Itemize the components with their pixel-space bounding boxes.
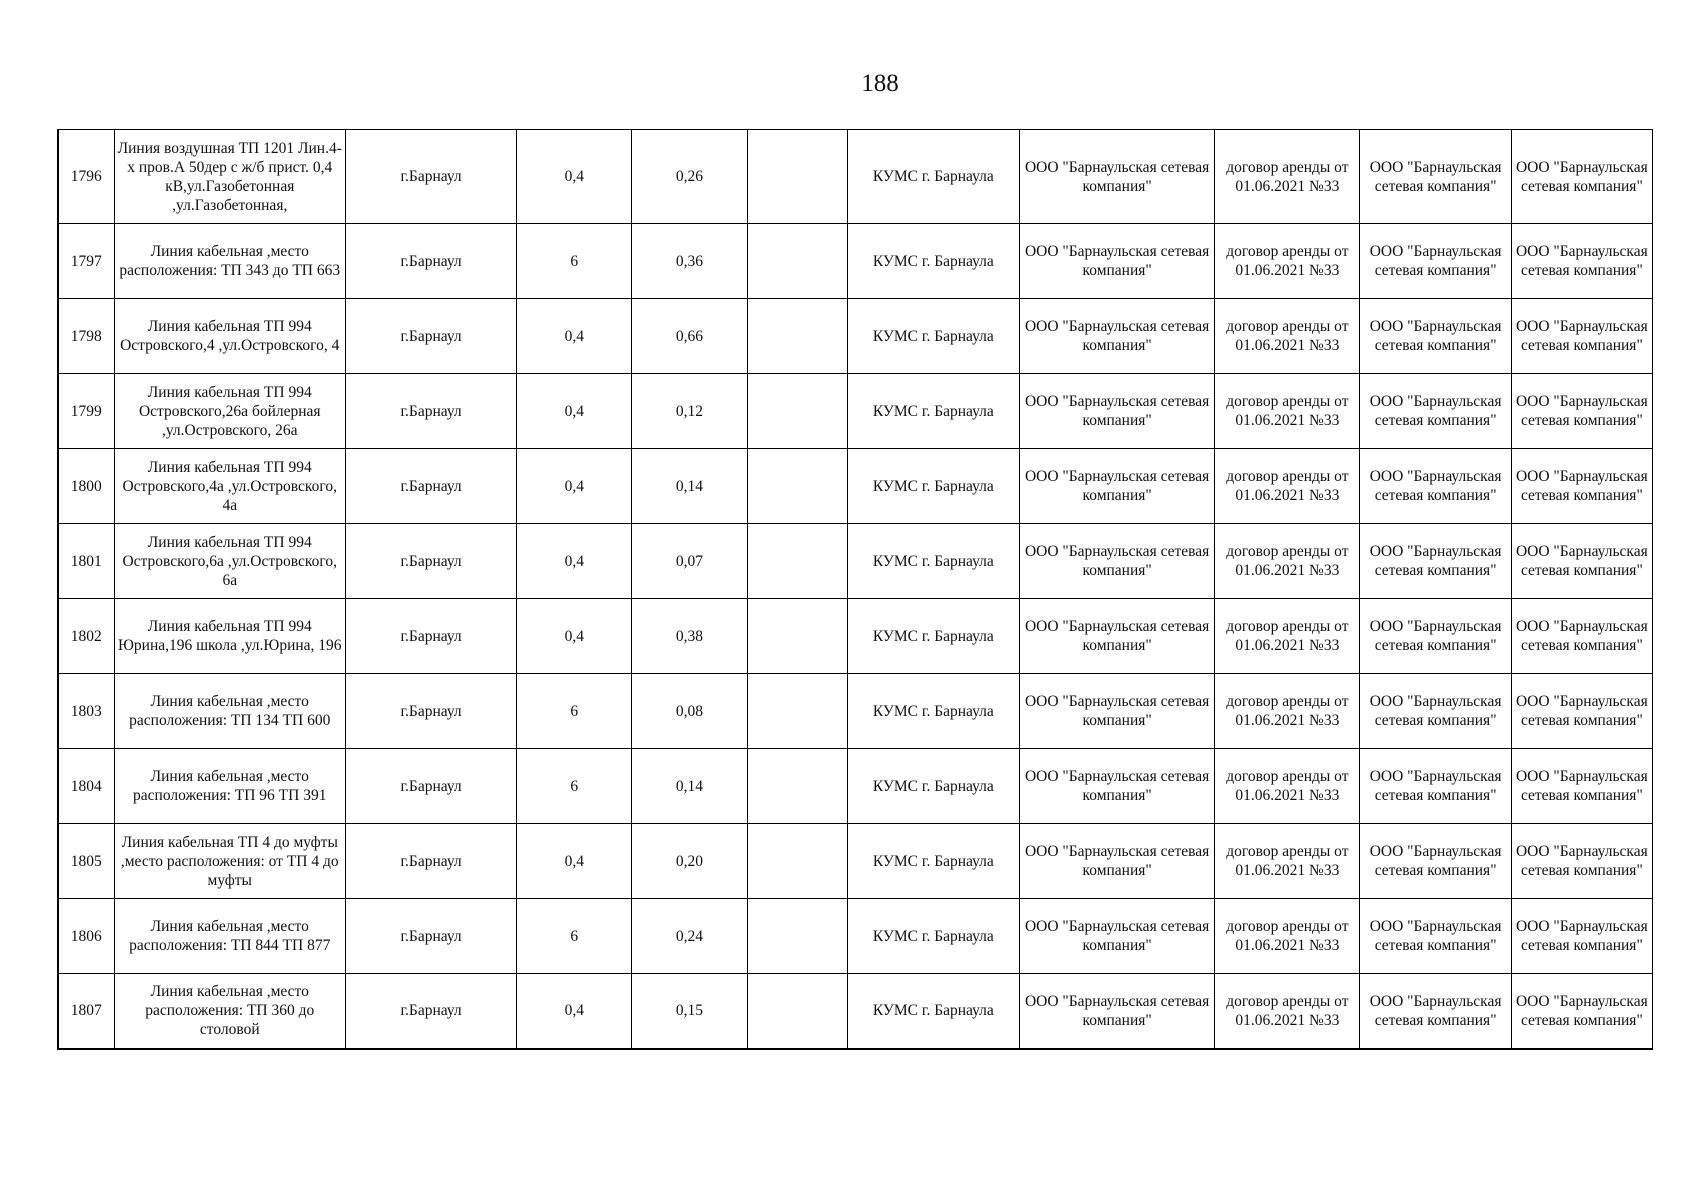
cell-city: г.Барнаул <box>345 224 516 299</box>
cell-operator: ООО "Барнаульская сетевая компания" <box>1360 974 1511 1049</box>
cell-contract: договор аренды от 01.06.2021 №33 <box>1215 974 1360 1049</box>
cell-name: Линия кабельная ТП 994 Островского,6а ,ул.Островского, 6а <box>114 524 345 599</box>
cell-name: Линия кабельная ,место расположения: ТП 134 ТП 600 <box>114 674 345 749</box>
table-row <box>58 449 1653 524</box>
cell-extra <box>747 224 847 299</box>
cell-contract: договор аренды от 01.06.2021 №33 <box>1215 599 1360 674</box>
table-row <box>58 224 1653 299</box>
cell-contract: договор аренды от 01.06.2021 №33 <box>1215 299 1360 374</box>
cell-name: Линия кабельная ТП 4 до муфты ,место расположения: от ТП 4 до муфты <box>114 824 345 899</box>
cell-org: ООО "Барнаульская сетевая компания" <box>1511 299 1652 374</box>
cell-city: г.Барнаул <box>345 449 516 524</box>
cell-extra <box>747 299 847 374</box>
page-number: 188 <box>861 70 899 97</box>
cell-contract: договор аренды от 01.06.2021 №33 <box>1215 674 1360 749</box>
cell-number: 1801 <box>58 524 114 599</box>
cell-contract: договор аренды от 01.06.2021 №33 <box>1215 899 1360 974</box>
cell-org: ООО "Барнаульская сетевая компания" <box>1511 524 1652 599</box>
cell-owner: КУМС г. Барнаула <box>847 899 1019 974</box>
cell-extra <box>747 449 847 524</box>
cell-voltage: 6 <box>517 224 632 299</box>
registry-table-body <box>58 130 1653 1049</box>
cell-operator: ООО "Барнаульская сетевая компания" <box>1360 299 1511 374</box>
cell-city: г.Барнаул <box>345 299 516 374</box>
cell-length: 0,36 <box>632 224 747 299</box>
table-row <box>58 674 1653 749</box>
cell-city: г.Барнаул <box>345 524 516 599</box>
cell-city: г.Барнаул <box>345 749 516 824</box>
cell-owner: КУМС г. Барнаула <box>847 374 1019 449</box>
cell-length: 0,15 <box>632 974 747 1049</box>
cell-owner: КУМС г. Барнаула <box>847 974 1019 1049</box>
cell-contract: договор аренды от 01.06.2021 №33 <box>1215 130 1360 224</box>
cell-owner: КУМС г. Барнаула <box>847 599 1019 674</box>
cell-city: г.Барнаул <box>345 824 516 899</box>
cell-owner: КУМС г. Барнаула <box>847 674 1019 749</box>
cell-city: г.Барнаул <box>345 130 516 224</box>
table-row <box>58 299 1653 374</box>
cell-voltage: 0,4 <box>517 299 632 374</box>
cell-number: 1797 <box>58 224 114 299</box>
cell-org: ООО "Барнаульская сетевая компания" <box>1511 974 1652 1049</box>
cell-owner: КУМС г. Барнаула <box>847 824 1019 899</box>
cell-operator: ООО "Барнаульская сетевая компания" <box>1360 824 1511 899</box>
cell-number: 1802 <box>58 599 114 674</box>
cell-voltage: 0,4 <box>517 130 632 224</box>
cell-name: Линия кабельная ТП 994 Островского,4 ,ул.Островского, 4 <box>114 299 345 374</box>
cell-operator: ООО "Барнаульская сетевая компания" <box>1360 524 1511 599</box>
table-row <box>58 899 1653 974</box>
cell-voltage: 6 <box>517 899 632 974</box>
cell-owner: КУМС г. Барнаула <box>847 524 1019 599</box>
table-row <box>58 374 1653 449</box>
table-row <box>58 824 1653 899</box>
cell-length: 0,26 <box>632 130 747 224</box>
cell-number: 1803 <box>58 674 114 749</box>
cell-voltage: 0,4 <box>517 524 632 599</box>
cell-voltage: 6 <box>517 749 632 824</box>
cell-length: 0,38 <box>632 599 747 674</box>
cell-name: Линия кабельная ,место расположения: ТП 343 до ТП 663 <box>114 224 345 299</box>
cell-contract: договор аренды от 01.06.2021 №33 <box>1215 524 1360 599</box>
cell-holder: ООО "Барнаульская сетевая компания" <box>1019 130 1214 224</box>
cell-holder: ООО "Барнаульская сетевая компания" <box>1019 749 1214 824</box>
cell-number: 1799 <box>58 374 114 449</box>
cell-length: 0,24 <box>632 899 747 974</box>
cell-contract: договор аренды от 01.06.2021 №33 <box>1215 449 1360 524</box>
table-row <box>58 599 1653 674</box>
cell-voltage: 6 <box>517 674 632 749</box>
cell-org: ООО "Барнаульская сетевая компания" <box>1511 899 1652 974</box>
cell-holder: ООО "Барнаульская сетевая компания" <box>1019 974 1214 1049</box>
cell-holder: ООО "Барнаульская сетевая компания" <box>1019 824 1214 899</box>
cell-city: г.Барнаул <box>345 374 516 449</box>
cell-name: Линия кабельная ТП 994 Юрина,196 школа ,ул.Юрина, 196 <box>114 599 345 674</box>
cell-owner: КУМС г. Барнаула <box>847 299 1019 374</box>
cell-org: ООО "Барнаульская сетевая компания" <box>1511 130 1652 224</box>
cell-holder: ООО "Барнаульская сетевая компания" <box>1019 674 1214 749</box>
cell-org: ООО "Барнаульская сетевая компания" <box>1511 749 1652 824</box>
cell-name: Линия кабельная ТП 994 Островского,4а ,ул.Островского, 4а <box>114 449 345 524</box>
cell-owner: КУМС г. Барнаула <box>847 130 1019 224</box>
cell-name: Линия кабельная ,место расположения: ТП 96 ТП 391 <box>114 749 345 824</box>
cell-number: 1807 <box>58 974 114 1049</box>
cell-extra <box>747 824 847 899</box>
cell-length: 0,14 <box>632 749 747 824</box>
cell-length: 0,66 <box>632 299 747 374</box>
cell-extra <box>747 374 847 449</box>
cell-owner: КУМС г. Барнаула <box>847 224 1019 299</box>
cell-name: Линия кабельная ,место расположения: ТП 844 ТП 877 <box>114 899 345 974</box>
table-row <box>58 524 1653 599</box>
cell-org: ООО "Барнаульская сетевая компания" <box>1511 599 1652 674</box>
cell-org: ООО "Барнаульская сетевая компания" <box>1511 449 1652 524</box>
cell-holder: ООО "Барнаульская сетевая компания" <box>1019 374 1214 449</box>
cell-holder: ООО "Барнаульская сетевая компания" <box>1019 599 1214 674</box>
cell-city: г.Барнаул <box>345 674 516 749</box>
cell-holder: ООО "Барнаульская сетевая компания" <box>1019 449 1214 524</box>
cell-name: Линия кабельная ТП 994 Островского,26а бойлерная ,ул.Островского, 26а <box>114 374 345 449</box>
cell-holder: ООО "Барнаульская сетевая компания" <box>1019 524 1214 599</box>
cell-city: г.Барнаул <box>345 974 516 1049</box>
cell-extra <box>747 974 847 1049</box>
cell-extra <box>747 524 847 599</box>
cell-voltage: 0,4 <box>517 599 632 674</box>
cell-number: 1804 <box>58 749 114 824</box>
cell-owner: КУМС г. Барнаула <box>847 749 1019 824</box>
cell-org: ООО "Барнаульская сетевая компания" <box>1511 224 1652 299</box>
cell-holder: ООО "Барнаульская сетевая компания" <box>1019 899 1214 974</box>
cell-operator: ООО "Барнаульская сетевая компания" <box>1360 899 1511 974</box>
cell-city: г.Барнаул <box>345 899 516 974</box>
cell-extra <box>747 674 847 749</box>
table-row <box>58 974 1653 1049</box>
cell-holder: ООО "Барнаульская сетевая компания" <box>1019 299 1214 374</box>
cell-operator: ООО "Барнаульская сетевая компания" <box>1360 749 1511 824</box>
cell-number: 1796 <box>58 130 114 224</box>
cell-operator: ООО "Барнаульская сетевая компания" <box>1360 224 1511 299</box>
cell-number: 1806 <box>58 899 114 974</box>
cell-extra <box>747 130 847 224</box>
cell-contract: договор аренды от 01.06.2021 №33 <box>1215 374 1360 449</box>
cell-extra <box>747 599 847 674</box>
cell-length: 0,07 <box>632 524 747 599</box>
cell-length: 0,20 <box>632 824 747 899</box>
cell-length: 0,14 <box>632 449 747 524</box>
cell-org: ООО "Барнаульская сетевая компания" <box>1511 674 1652 749</box>
cell-number: 1805 <box>58 824 114 899</box>
cell-extra <box>747 899 847 974</box>
cell-operator: ООО "Барнаульская сетевая компания" <box>1360 599 1511 674</box>
cell-contract: договор аренды от 01.06.2021 №33 <box>1215 224 1360 299</box>
cell-city: г.Барнаул <box>345 599 516 674</box>
cell-extra <box>747 749 847 824</box>
cell-operator: ООО "Барнаульская сетевая компания" <box>1360 674 1511 749</box>
table-row <box>58 130 1653 224</box>
cell-owner: КУМС г. Барнаула <box>847 449 1019 524</box>
cell-name: Линия кабельная ,место расположения: ТП 360 до столовой <box>114 974 345 1049</box>
cell-length: 0,12 <box>632 374 747 449</box>
cell-length: 0,08 <box>632 674 747 749</box>
cell-number: 1800 <box>58 449 114 524</box>
cell-operator: ООО "Барнаульская сетевая компания" <box>1360 130 1511 224</box>
cell-operator: ООО "Барнаульская сетевая компания" <box>1360 449 1511 524</box>
cell-org: ООО "Барнаульская сетевая компания" <box>1511 374 1652 449</box>
cell-voltage: 0,4 <box>517 374 632 449</box>
cell-holder: ООО "Барнаульская сетевая компания" <box>1019 224 1214 299</box>
cell-voltage: 0,4 <box>517 824 632 899</box>
registry-table <box>57 129 1653 1050</box>
table-row <box>58 749 1653 824</box>
cell-org: ООО "Барнаульская сетевая компания" <box>1511 824 1652 899</box>
cell-contract: договор аренды от 01.06.2021 №33 <box>1215 749 1360 824</box>
cell-operator: ООО "Барнаульская сетевая компания" <box>1360 374 1511 449</box>
cell-voltage: 0,4 <box>517 974 632 1049</box>
cell-number: 1798 <box>58 299 114 374</box>
cell-voltage: 0,4 <box>517 449 632 524</box>
cell-contract: договор аренды от 01.06.2021 №33 <box>1215 824 1360 899</box>
cell-name: Линия воздушная ТП 1201 Лин.4-х пров.А 50дер с ж/б прист. 0,4 кВ,ул.Газобетонная ,ул.Газобетонная, <box>114 130 345 224</box>
